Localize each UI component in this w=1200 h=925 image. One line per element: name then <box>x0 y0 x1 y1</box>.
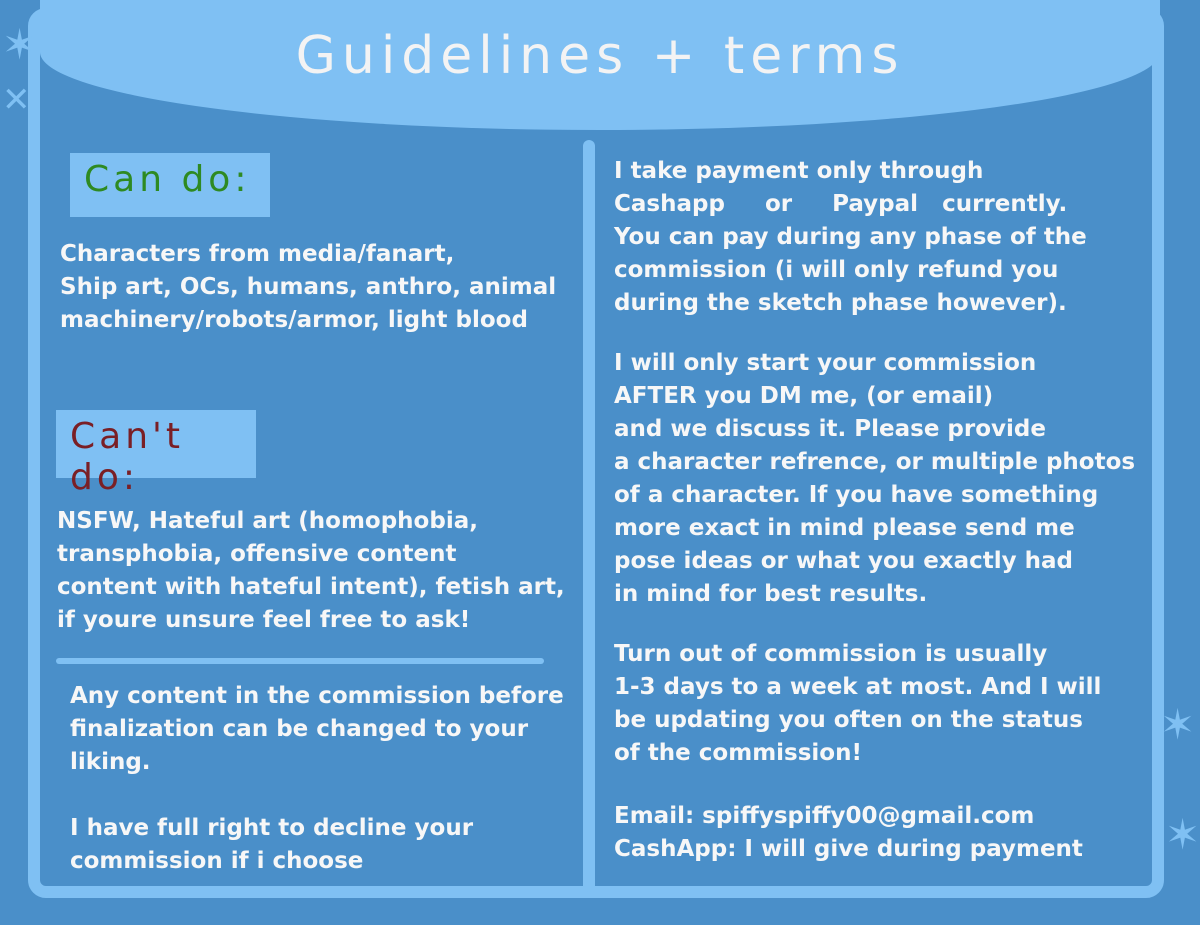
contact-text: Email: spiffyspiffy00@gmail.com CashApp: I will give during payment <box>614 803 1083 862</box>
star-icon: ✶ <box>1160 700 1196 749</box>
cross-icon: ✕ <box>2 80 31 120</box>
start-text: I will only start your commission AFTER you DM me, (or email) and we discuss it. Please provide a character refrence, or multiple photos of a character. If you have something more exact in mind please send me pose ideas or what you exactly had in mind for best results. <box>614 350 1136 607</box>
payment-text: I take payment only through Cashapp or Paypal currently. You can pay during any phase of the commission (i will only refund you during the sketch phase however). <box>614 158 1087 316</box>
star-icon: ✶ <box>2 20 38 69</box>
section-divider <box>56 658 544 664</box>
star-icon: ✶ <box>1165 810 1200 859</box>
page-title: Guidelines + terms <box>295 26 905 86</box>
cant-do-label: Can't do: <box>56 410 256 478</box>
can-do-label: Can do: <box>70 153 270 217</box>
turnout-text: Turn out of commission is usually 1-3 days to a week at most. And I will be updating you often on the status of the commission! <box>614 641 1102 766</box>
cant-do-text: NSFW, Hateful art (homophobia, transphobia, offensive content content with hateful intent), fetish art, if youre unsure feel free to ask! <box>57 508 565 633</box>
can-do-text: Characters from media/fanart, Ship art, OCs, humans, anthro, animal machinery/robots/armor, light blood <box>60 241 557 333</box>
changes-text: Any content in the commission before finalization can be changed to your liking. <box>70 683 564 775</box>
decline-text: I have full right to decline your commission if i choose <box>70 815 474 874</box>
column-divider <box>583 140 595 892</box>
